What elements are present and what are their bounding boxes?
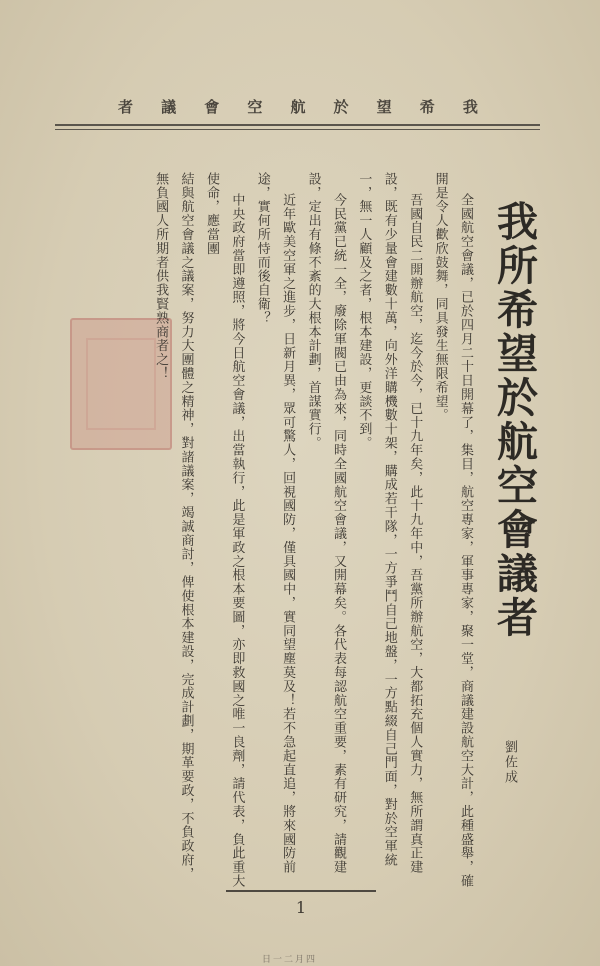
header-char: 我 xyxy=(462,98,478,116)
header-char: 者 xyxy=(118,98,134,116)
body-paragraph: 結與航空會議之議案，努力大團體之精神，對諸議案，竭誠商討，俾使根本建設，完成計劃，期革要政，不負政府，無負國人所期者供我賢熟商者之！ xyxy=(153,172,194,881)
header-rule-thin xyxy=(55,129,540,130)
article-author: 劉佐成 xyxy=(502,740,517,785)
header-char: 航 xyxy=(290,98,306,116)
header-rule xyxy=(55,124,540,126)
header-char: 會 xyxy=(204,98,220,116)
body-paragraph: 近年歐美空軍之進步，日新月異，眾可驚人，回視國防，僅具國中，實同望塵莫及！若不急起直追，將來國防前途，實何所恃而後自衛？ xyxy=(254,172,296,874)
header-char: 議 xyxy=(161,98,177,116)
header-char: 望 xyxy=(376,98,392,116)
body-paragraph: 全國航空會議，已於四月二十日開幕了，集目，航空專家，軍事專家，聚一堂，商議建設航空大計，此種盛舉，確開是令人歡欣鼓舞，同具發生無限希望。 xyxy=(432,172,473,888)
body-paragraph: 今民黨已統一全，廢除軍閥已由為來，同時全國航空會議，又開幕矣。各代表每認航空重要，素有研究，請觀建設，定出有條不紊的大根本計劃，首謀實行。 xyxy=(305,172,346,874)
header-char: 於 xyxy=(333,98,349,116)
footer-rule xyxy=(226,890,376,892)
header-char: 空 xyxy=(247,98,263,116)
article-body xyxy=(60,172,478,892)
article-title: 我所希望於航空會議者 xyxy=(490,200,538,640)
body-paragraph: 中央政府當即遵照，將今日航空會議，出當執行，此是軍政之根本要圖，亦即救國之唯一良劑，請代表，負此重大使命，應當團 xyxy=(203,172,245,888)
body-paragraph: 吾國自民二開辦航空，迄今於今，已十九年矣，此十九年中，吾黨所辦航空，大都拓充個人實力，無所謂真正建設，既有少量會建數十萬，向外洋購機數十架，購成若干隊，一方爭鬥自己地盤，一方點綴自己門面，對於空軍統一，無一人顧及之者，根本建設，更談不到。 xyxy=(356,172,423,874)
page-number: 1 xyxy=(295,898,307,917)
header-char: 希 xyxy=(419,98,435,116)
running-header xyxy=(118,96,478,117)
bottom-date-mark: 日一二月四 xyxy=(262,955,318,965)
